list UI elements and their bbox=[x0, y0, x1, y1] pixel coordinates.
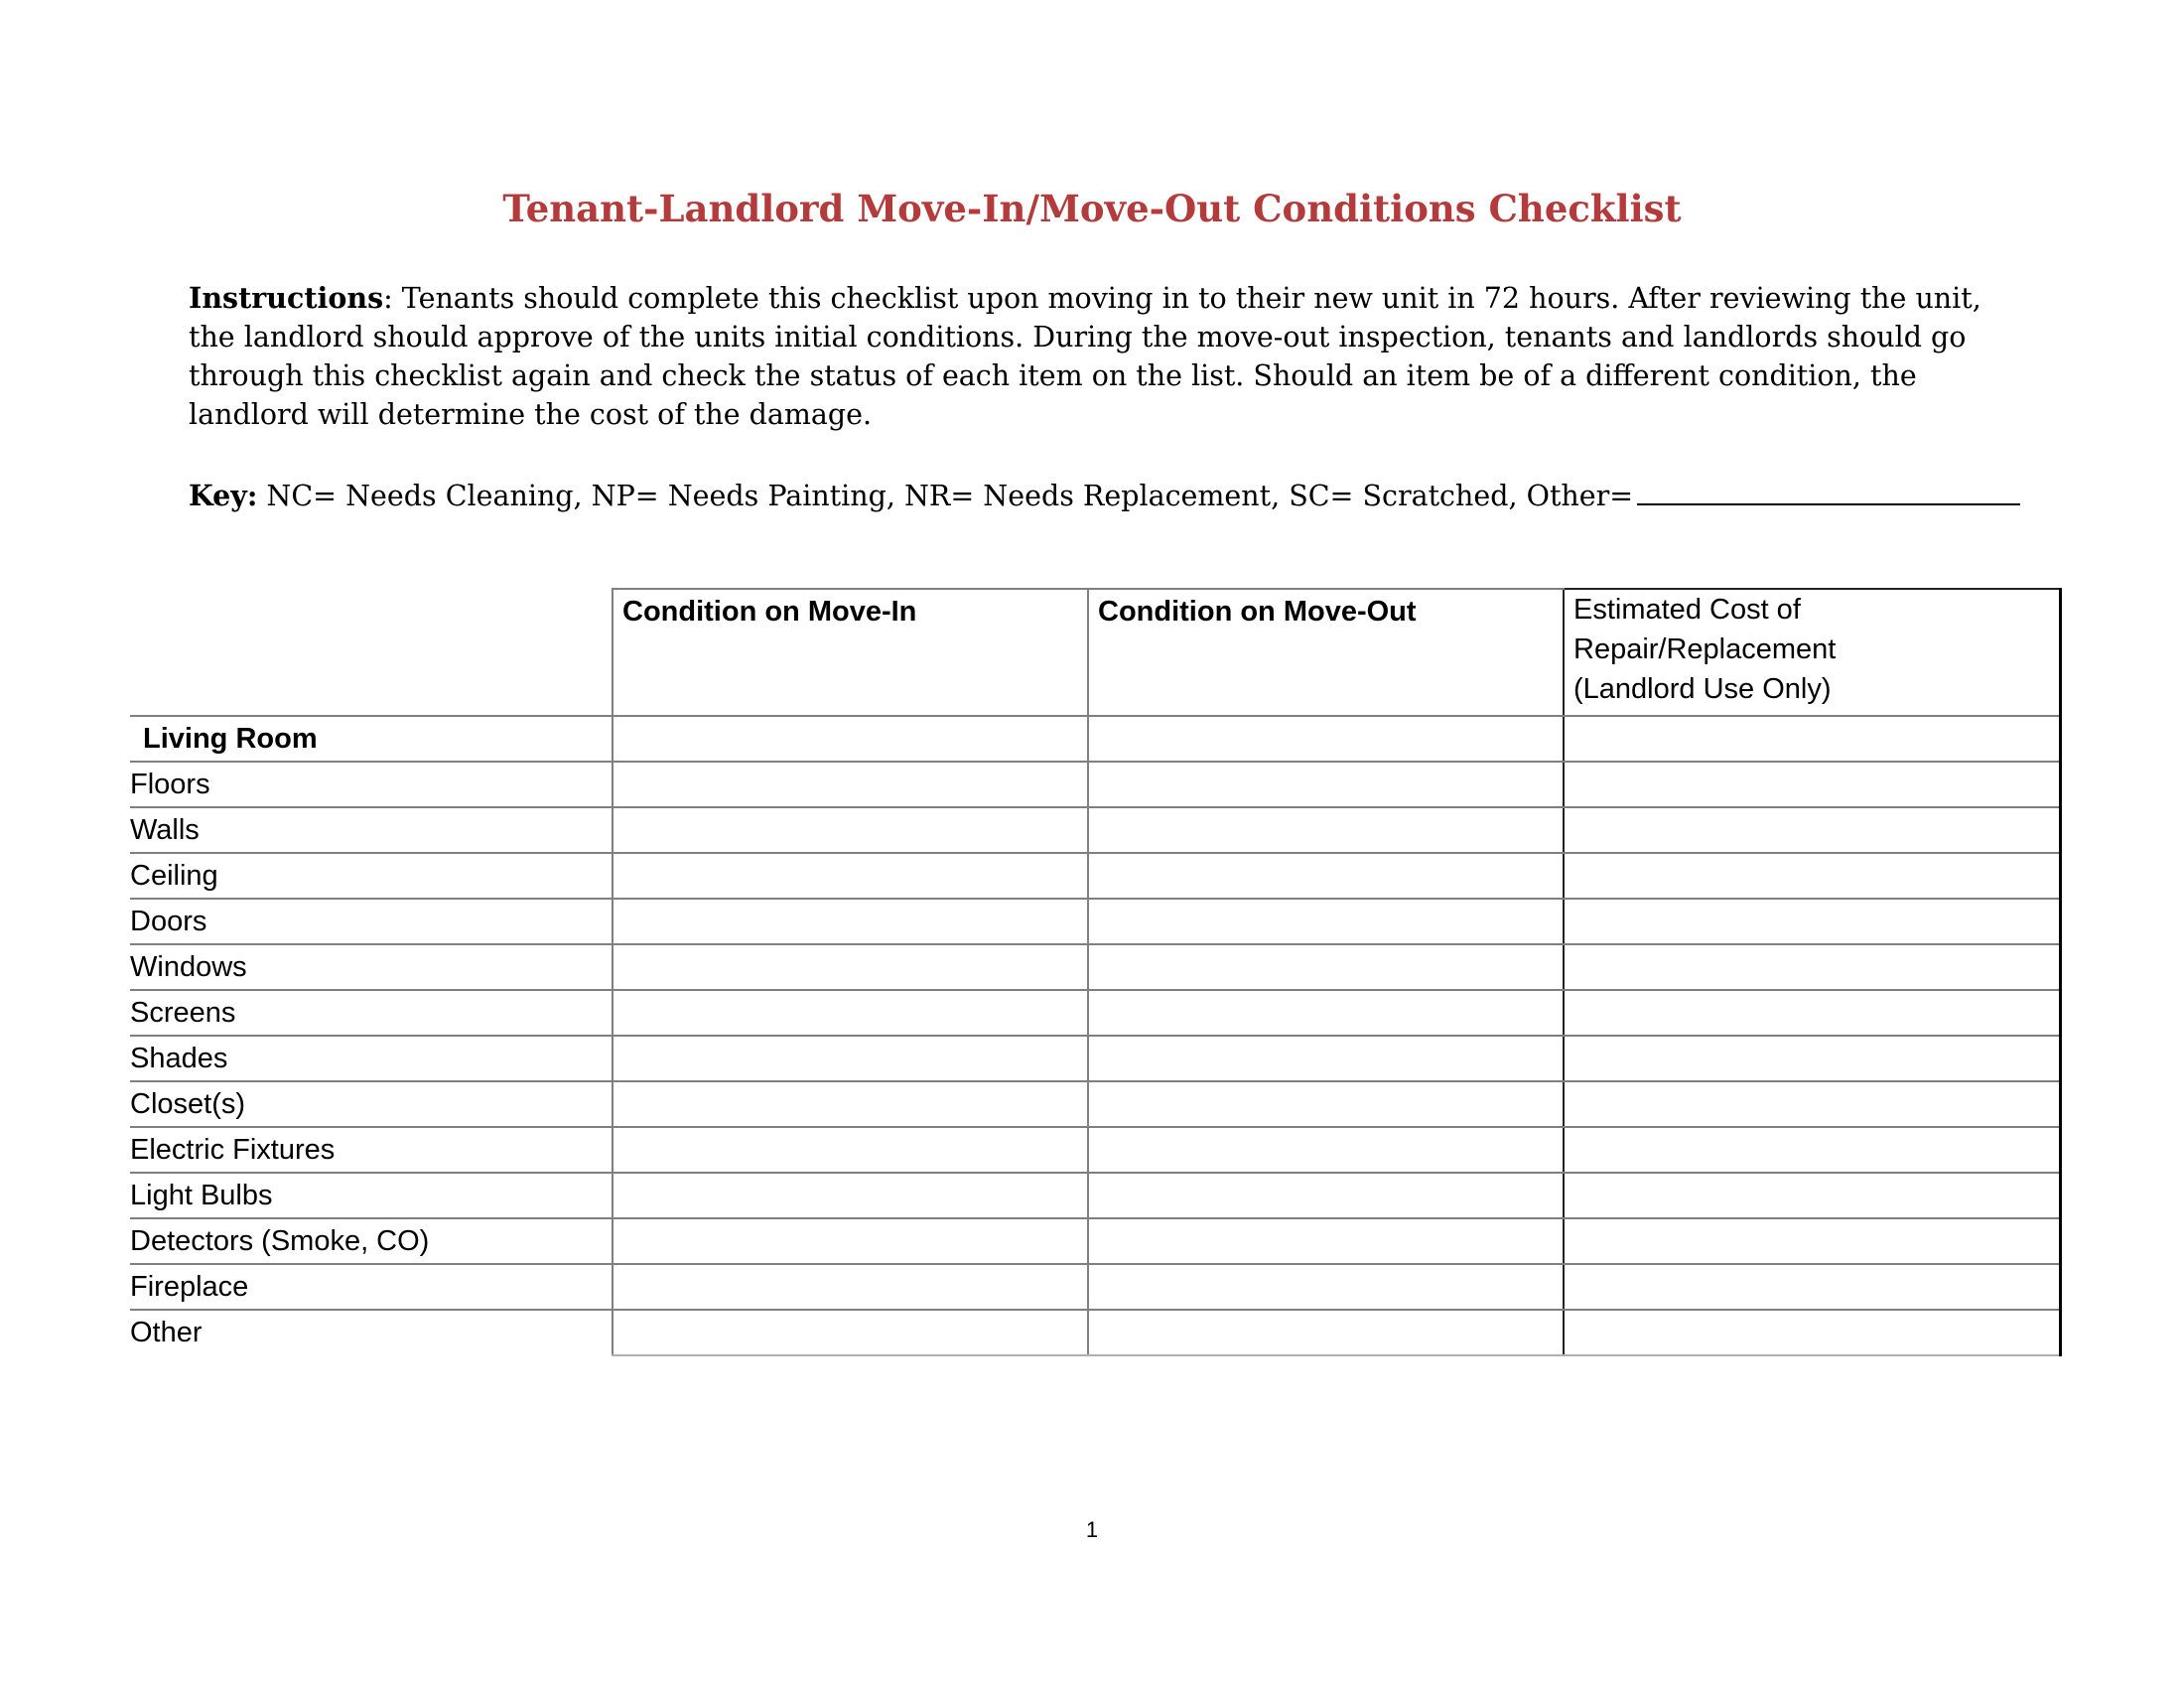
move-in-cell[interactable] bbox=[613, 1127, 1088, 1173]
cost-cell[interactable] bbox=[1564, 1127, 2060, 1173]
table-row bbox=[130, 899, 2060, 944]
instructions-paragraph bbox=[189, 279, 2035, 434]
cost-cell[interactable] bbox=[1564, 1310, 2060, 1355]
move-out-cell[interactable] bbox=[1088, 899, 1564, 944]
table-row bbox=[130, 990, 2060, 1036]
move-out-cell[interactable] bbox=[1088, 1127, 1564, 1173]
move-in-cell[interactable] bbox=[613, 944, 1088, 990]
item-label: Detectors (Smoke, CO) bbox=[130, 1218, 613, 1264]
cost-cell[interactable] bbox=[1564, 762, 2060, 807]
move-out-cell[interactable] bbox=[1088, 1036, 1564, 1081]
cost-cell[interactable] bbox=[1564, 1218, 2060, 1264]
table-row bbox=[130, 944, 2060, 990]
cost-cell[interactable] bbox=[1564, 807, 2060, 853]
header-move-out: Condition on Move-Out bbox=[1088, 589, 1564, 716]
table-row bbox=[130, 1310, 2060, 1355]
move-out-cell[interactable] bbox=[1088, 716, 1564, 762]
table-row bbox=[130, 1218, 2060, 1264]
section-label: Living Room bbox=[130, 716, 613, 762]
move-out-cell[interactable] bbox=[1088, 944, 1564, 990]
move-out-cell[interactable] bbox=[1088, 990, 1564, 1036]
instructions-text: : Tenants should complete this checklist upon moving in to their new unit in 72 hours. After reviewing the unit, the landlord should approve of the units initial conditions. During the move-out inspection, tenants and landlords should go through this checklist again and check the status of each item on the list. Should an item be of a different condition, the landlord will determine the cost of the damage. bbox=[189, 282, 1981, 431]
header-estimated-cost: Estimated Cost of Repair/Replacement (Landlord Use Only) bbox=[1564, 589, 2060, 716]
instructions-label: Instructions bbox=[189, 281, 384, 315]
move-out-cell[interactable] bbox=[1088, 1310, 1564, 1355]
table-row bbox=[130, 1264, 2060, 1310]
cost-cell[interactable] bbox=[1564, 1081, 2060, 1127]
move-in-cell[interactable] bbox=[613, 990, 1088, 1036]
table-row bbox=[130, 1173, 2060, 1218]
cost-cell[interactable] bbox=[1564, 899, 2060, 944]
item-label: Electric Fixtures bbox=[130, 1127, 613, 1173]
key-other-blank-line[interactable] bbox=[1637, 474, 2020, 505]
move-in-cell[interactable] bbox=[613, 807, 1088, 853]
move-out-cell[interactable] bbox=[1088, 1264, 1564, 1310]
cost-cell[interactable] bbox=[1564, 990, 2060, 1036]
move-in-cell[interactable] bbox=[613, 716, 1088, 762]
cost-cell[interactable] bbox=[1564, 1173, 2060, 1218]
conditions-checklist-table bbox=[130, 588, 2062, 1356]
key-label: Key: bbox=[189, 479, 258, 512]
item-label: Closet(s) bbox=[130, 1081, 613, 1127]
page-number: 1 bbox=[1085, 1517, 1099, 1542]
move-in-cell[interactable] bbox=[613, 1036, 1088, 1081]
cost-cell[interactable] bbox=[1564, 944, 2060, 990]
item-label: Screens bbox=[130, 990, 613, 1036]
table-row bbox=[130, 762, 2060, 807]
table-row bbox=[130, 807, 2060, 853]
header-move-in: Condition on Move-In bbox=[613, 589, 1088, 716]
move-out-cell[interactable] bbox=[1088, 762, 1564, 807]
cost-cell[interactable] bbox=[1564, 853, 2060, 899]
move-in-cell[interactable] bbox=[613, 1264, 1088, 1310]
move-out-cell[interactable] bbox=[1088, 1081, 1564, 1127]
table-header-row bbox=[130, 589, 2060, 716]
header-item-column bbox=[130, 589, 613, 716]
table-row bbox=[130, 853, 2060, 899]
item-label: Ceiling bbox=[130, 853, 613, 899]
key-paragraph bbox=[189, 474, 2035, 515]
page-title: Tenant-Landlord Move-In/Move-Out Conditions Checklist bbox=[502, 187, 1682, 230]
table-row bbox=[130, 1127, 2060, 1173]
move-out-cell[interactable] bbox=[1088, 1218, 1564, 1264]
cost-cell[interactable] bbox=[1564, 1036, 2060, 1081]
table-row bbox=[130, 1081, 2060, 1127]
move-out-cell[interactable] bbox=[1088, 853, 1564, 899]
item-label: Fireplace bbox=[130, 1264, 613, 1310]
move-in-cell[interactable] bbox=[613, 1173, 1088, 1218]
item-label: Other bbox=[130, 1317, 203, 1348]
table-row bbox=[130, 1036, 2060, 1081]
move-in-cell[interactable] bbox=[613, 899, 1088, 944]
move-in-cell[interactable] bbox=[613, 1310, 1088, 1355]
move-in-cell[interactable] bbox=[613, 1081, 1088, 1127]
item-label: Light Bulbs bbox=[130, 1173, 613, 1218]
move-in-cell[interactable] bbox=[613, 853, 1088, 899]
cost-cell[interactable] bbox=[1564, 716, 2060, 762]
item-label: Floors bbox=[130, 762, 613, 807]
table-row bbox=[130, 716, 2060, 762]
key-text: NC= Needs Cleaning, NP= Needs Painting, NR= Needs Replacement, SC= Scratched, Other= bbox=[257, 480, 1634, 512]
move-out-cell[interactable] bbox=[1088, 807, 1564, 853]
item-label: Windows bbox=[130, 944, 613, 990]
cost-cell[interactable] bbox=[1564, 1264, 2060, 1310]
item-label: Doors bbox=[130, 899, 613, 944]
item-label: Shades bbox=[130, 1036, 613, 1081]
move-in-cell[interactable] bbox=[613, 1218, 1088, 1264]
move-in-cell[interactable] bbox=[613, 762, 1088, 807]
move-out-cell[interactable] bbox=[1088, 1173, 1564, 1218]
item-label: Walls bbox=[130, 807, 613, 853]
